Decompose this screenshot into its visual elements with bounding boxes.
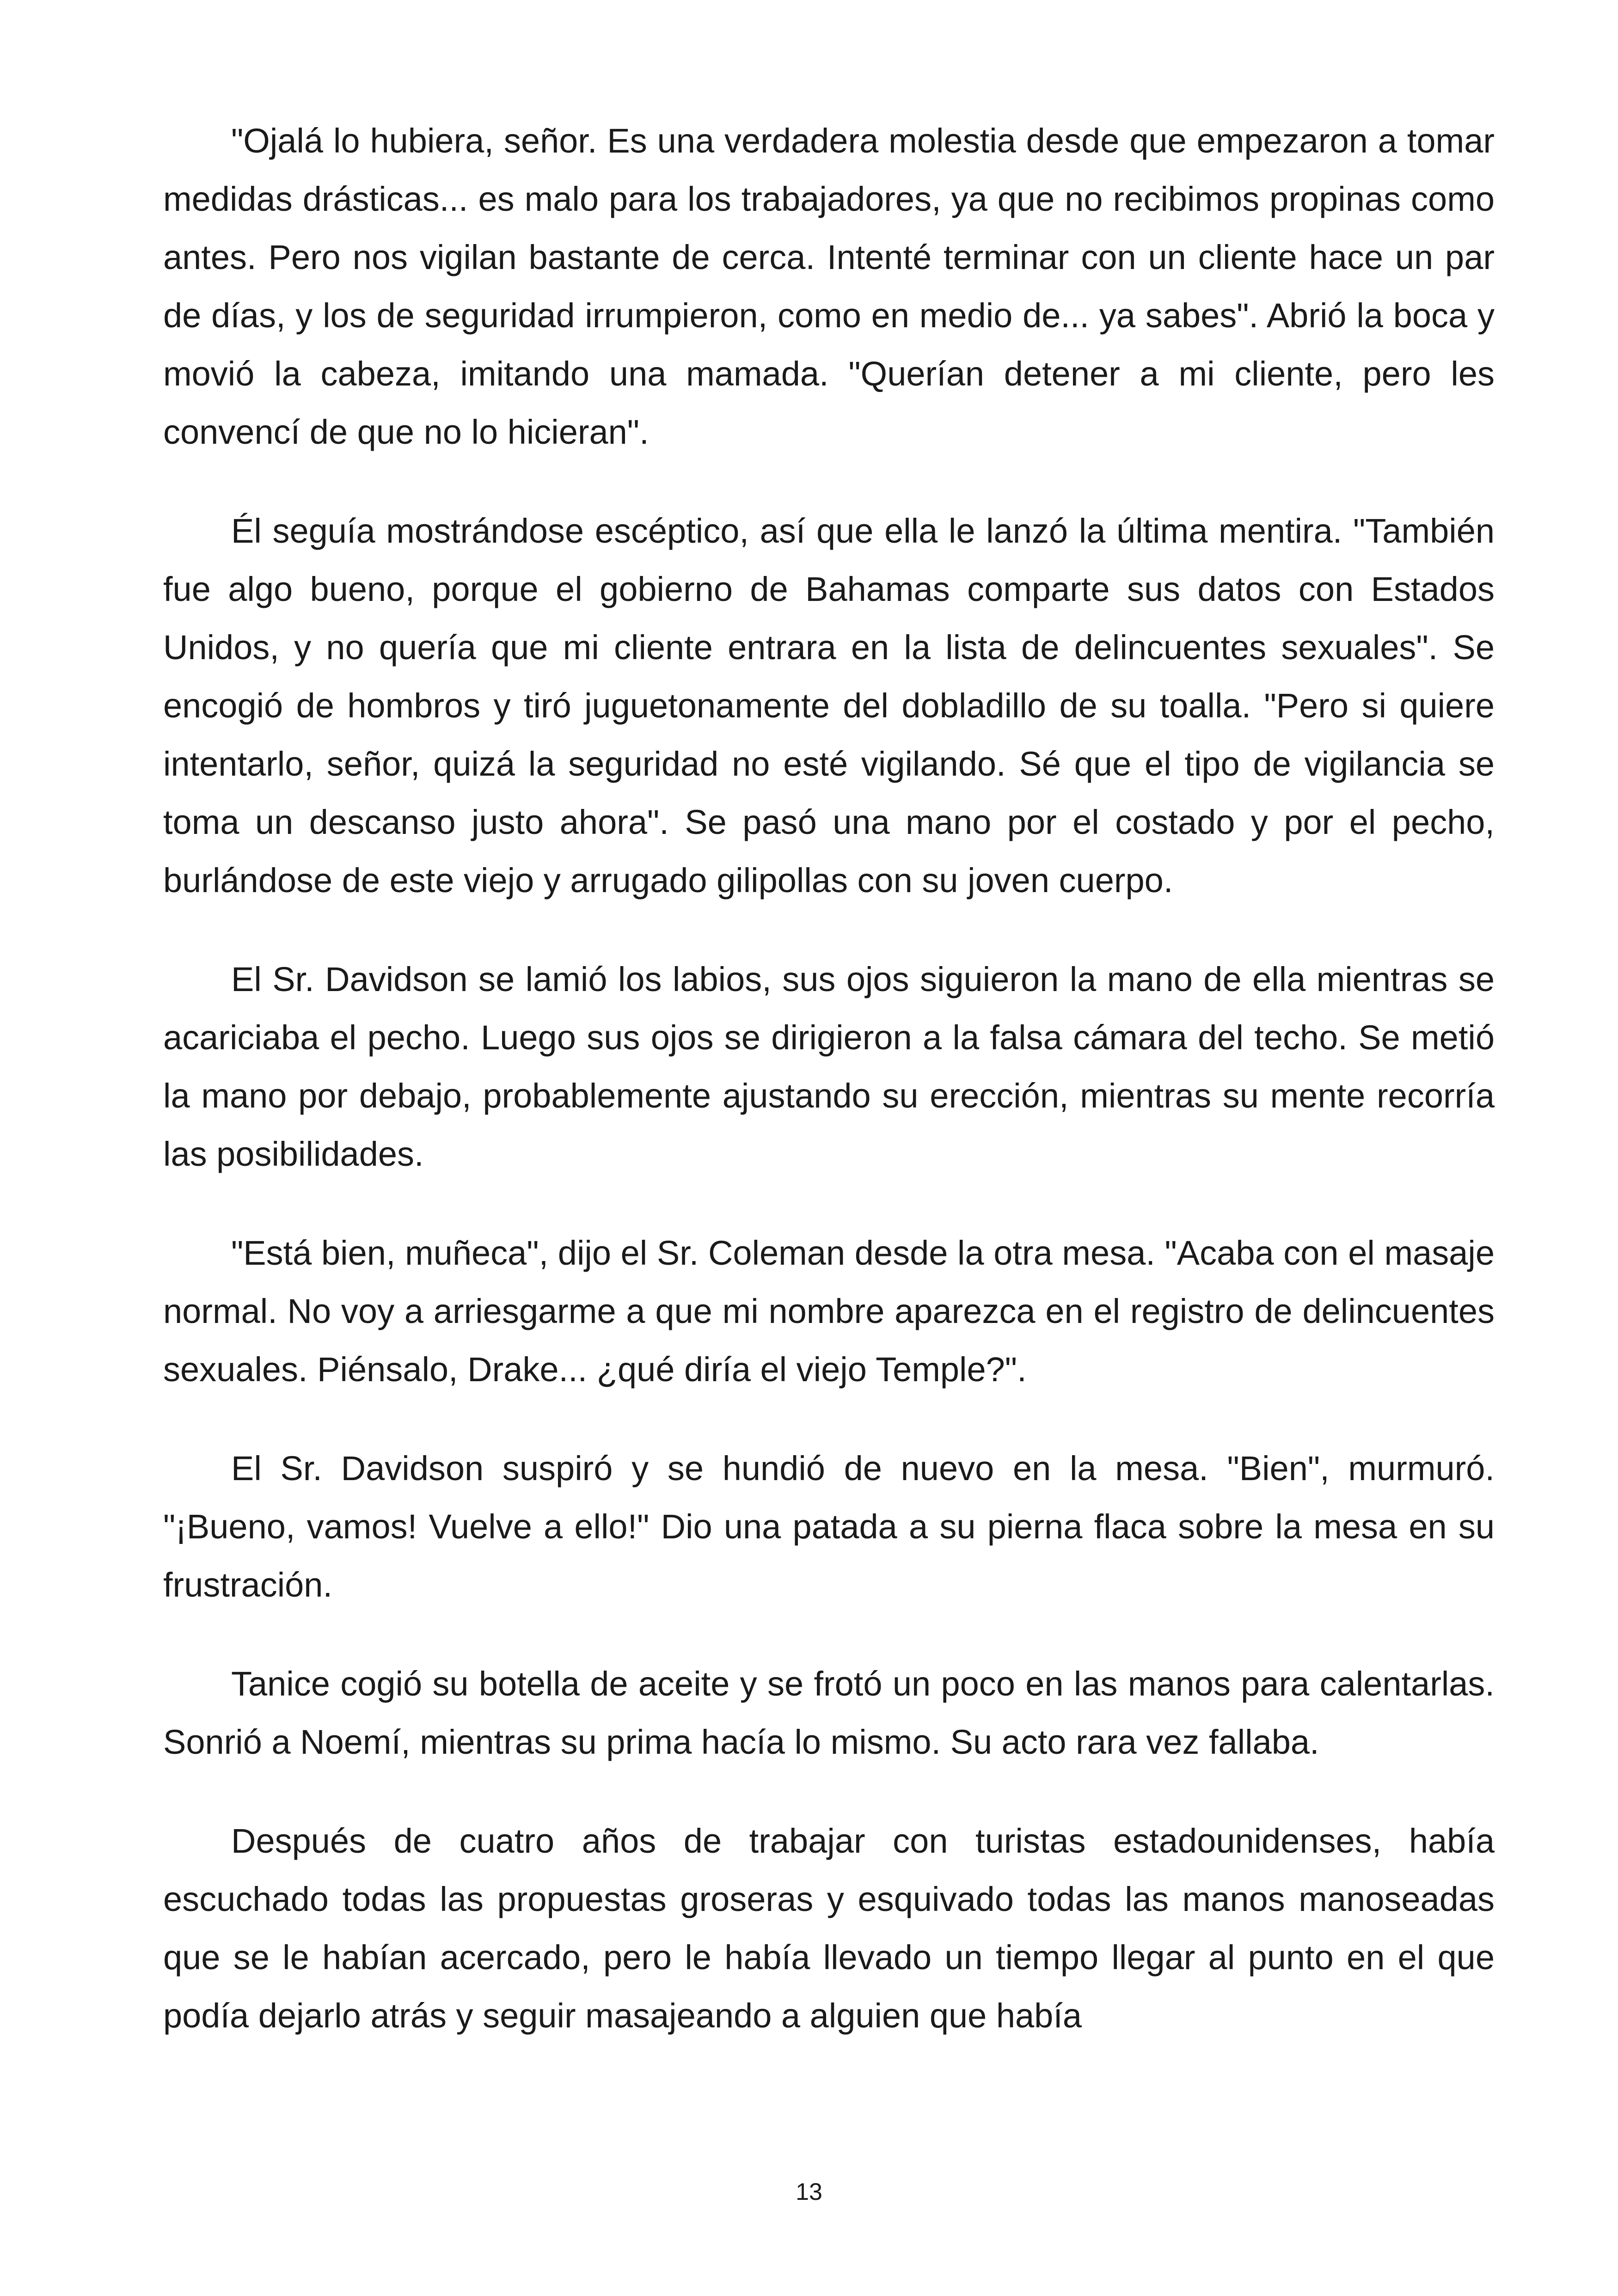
paragraph-3: El Sr. Davidson se lamió los labios, sus ojos siguieron la mano de ella mientras se acariciaba el pecho. Luego sus ojos se dirigieron a la falsa cámara del techo. Se metió la mano por debajo, probablemente ajustando su erección, mientras su mente recorría las posibilidades.	[163, 960, 1495, 1173]
paragraph-6: Tanice cogió su botella de aceite y se frotó un poco en las manos para calentarlas. Sonrió a Noemí, mientras su prima hacía lo mismo. Su acto rara vez fallaba.	[163, 1665, 1495, 1761]
paragraph-2: Él seguía mostrándose escéptico, así que ella le lanzó la última mentira. "También fue algo bueno, porque el gobierno de Bahamas comparte sus datos con Estados Unidos, y no quería que mi cliente entrara en la lista de delincuentes sexuales". Se encogió de hombros y tiró juguetonamente del dobladillo de su toalla. "Pero si quiere intentarlo, señor, quizá la seguridad no esté vigilando. Sé que el tipo de vigilancia se toma un descanso justo ahora". Se pasó una mano por el costado y por el pecho, burlándose de este viejo y arrugado gilipollas con su joven cuerpo.	[163, 512, 1495, 900]
paragraph-1: "Ojalá lo hubiera, señor. Es una verdadera molestia desde que empezaron a tomar medidas drásticas... es malo para los trabajadores, ya que no recibimos propinas como antes. Pero nos vigilan bastante de cerca. Intenté terminar con un cliente hace un par de días, y los de seguridad irrumpieron, como en medio de... ya sabes". Abrió la boca y movió la cabeza, imitando una mamada. "Querían detener a mi cliente, pero les convencí de que no lo hicieran".	[163, 122, 1495, 451]
text-body	[163, 112, 1495, 2086]
paragraph-7: Después de cuatro años de trabajar con turistas estadounidenses, había escuchado todas las propuestas groseras y esquivado todas las manos manoseadas que se le habían acercado, pero le había llevado un tiempo llegar al punto en el que podía dejarlo atrás y seguir masajeando a alguien que había	[163, 1822, 1495, 2035]
page-number: 13	[796, 2179, 822, 2205]
paragraph-5: El Sr. Davidson suspiró y se hundió de nuevo en la mesa. "Bien", murmuró. "¡Bueno, vamos! Vuelve a ello!" Dio una patada a su pierna flaca sobre la mesa en su frustración.	[163, 1449, 1495, 1604]
paragraph-4: "Está bien, muñeca", dijo el Sr. Coleman desde la otra mesa. "Acaba con el masaje normal. No voy a arriesgarme a que mi nombre aparezca en el registro de delincuentes sexuales. Piénsalo, Drake... ¿qué diría el viejo Temple?".	[163, 1234, 1495, 1389]
